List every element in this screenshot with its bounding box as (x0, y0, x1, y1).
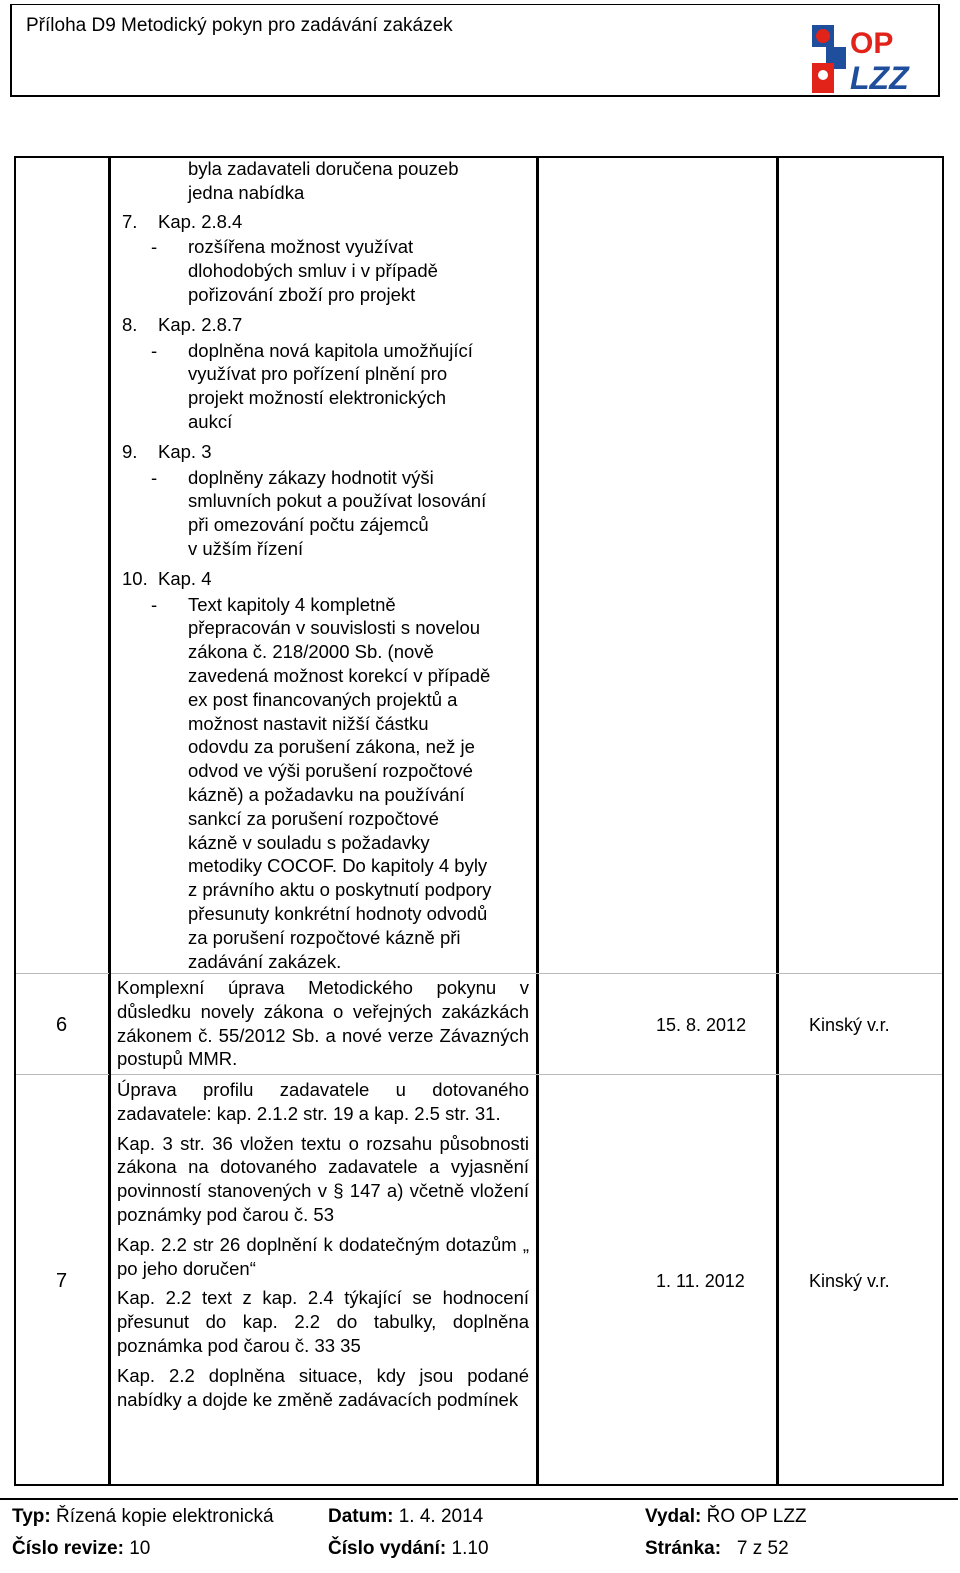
list-line: z právního aktu o poskytnutí podpory (188, 879, 492, 901)
footer-label: Vydal: (645, 1506, 702, 1527)
list-item-reference: Kap. 2.8.4 (158, 210, 243, 232)
row-divider (16, 973, 109, 974)
list-line: pořizování zboží pro projekt (188, 284, 416, 305)
change-paragraph: Kap. 3 str. 36 vložen textu o rozsahu působnosti zákona na dotovaného zadavatele a vyjasnění povinností stanovených v § 147 a) včetně vložení poznámky pod čarou č. 53 (117, 1132, 529, 1225)
list-line: metodiky COCOF. Do kapitoly 4 byly (188, 855, 488, 877)
list-line: zadávání zakázek. (188, 950, 342, 972)
column-divider (776, 158, 779, 1484)
page-header (10, 4, 940, 97)
row-divider (16, 1074, 109, 1075)
list-line: dlohodobých smluv i v případě (188, 260, 438, 282)
footer-revision (12, 1538, 150, 1560)
list-line: využívat pro pořízení plnění pro (188, 363, 448, 385)
change-date: 15. 8. 2012 (656, 1015, 747, 1035)
list-line: možnost nastavit nižší částku (188, 712, 429, 734)
list-line: v užším řízení (188, 538, 304, 559)
svg-text:LZZ: LZZ (850, 60, 909, 95)
footer-date (328, 1506, 483, 1528)
list-item-reference: Kap. 3 (158, 440, 212, 462)
footer-value: 7 z 52 (736, 1538, 789, 1559)
change-author: Kinský v.r. (809, 1271, 890, 1291)
change-paragraph: Kap. 2.2 doplněna situace, kdy jsou podané nabídky a dojde ke změně zadávacích podmínek (117, 1364, 529, 1410)
row-number: 7 (56, 1270, 68, 1292)
document-title: Příloha D9 Metodický pokyn pro zadávání zakázek (26, 15, 453, 36)
footer-value: 10 (129, 1538, 151, 1559)
column-divider (108, 158, 111, 1484)
list-line: přepracován v souvislosti s novelou (188, 617, 481, 639)
list-line: přesunuty konkrétní hodnoty odvodů (188, 903, 488, 924)
list-line: kázně v souladu s požadavky (188, 831, 430, 853)
list-line: kázně) a požadavku na používání (188, 784, 465, 805)
list-dash: - (151, 236, 158, 258)
list-line: za porušení rozpočtové kázně při (188, 926, 461, 948)
footer-label: Datum: (328, 1506, 394, 1527)
list-line: aukcí (188, 411, 233, 432)
list-dash: - (151, 466, 158, 488)
row-divider (111, 1074, 942, 1075)
row-divider (111, 973, 942, 974)
list-line: doplněna nová kapitola umožňující (188, 339, 473, 361)
footer-type (12, 1506, 274, 1528)
list-item-number: 9. (122, 440, 138, 462)
list-item-number: 10. (122, 567, 148, 589)
page-footer (0, 1498, 958, 1573)
list-line: jedna nabídka (188, 181, 305, 203)
list-dash: - (151, 339, 158, 361)
list-dash: - (151, 593, 158, 615)
footer-issuer (645, 1506, 807, 1528)
footer-value: ŘO OP LZZ (706, 1506, 807, 1527)
op-lzz-logo (810, 23, 914, 95)
list-item-reference: Kap. 2.8.7 (158, 313, 243, 335)
row-number: 6 (56, 1014, 68, 1036)
list-line: při omezování počtu zájemců (188, 514, 429, 536)
list-line: ex post financovaných projektů a (188, 688, 458, 710)
column-divider (536, 158, 539, 1484)
list-item-reference: Kap. 4 (158, 567, 212, 589)
revision-table (14, 156, 944, 1486)
footer-value: 1. 4. 2014 (398, 1506, 484, 1527)
list-line: projekt možností elektronických (188, 387, 447, 409)
footer-label: Číslo revize: (12, 1538, 124, 1559)
footer-label: Stránka: (645, 1538, 722, 1559)
footer-page (645, 1538, 789, 1560)
list-line: zákona č. 218/2000 Sb. (nově (188, 641, 434, 663)
footer-label: Typ: (12, 1506, 51, 1527)
list-line: doplněny zákazy hodnotit výši (188, 466, 434, 488)
change-paragraph: Úprava profilu zadavatele u dotovaného zadavatele: kap. 2.1.2 str. 19 a kap. 2.5 str. 31. (117, 1079, 529, 1124)
change-paragraph: Kap. 2.2 text z kap. 2.4 týkající se hodnocení přesunut do kap. 2.2 do tabulky, doplněna poznámka pod čarou č. 33 35 (117, 1287, 529, 1356)
footer-value: Řízená kopie elektronická (55, 1506, 274, 1527)
change-date: 1. 11. 2012 (656, 1271, 745, 1291)
list-item-number: 7. (122, 210, 138, 232)
footer-value: 1.10 (451, 1538, 489, 1559)
list-line: odovdu za porušení zákona, než je (188, 736, 475, 758)
svg-text:OP: OP (850, 27, 894, 60)
list-line: Text kapitoly 4 kompletně (188, 593, 396, 615)
list-line: smluvních pokut a používat losování (188, 490, 487, 512)
list-line: sankcí za porušení rozpočtové (188, 807, 439, 829)
header-rule (12, 95, 938, 97)
list-line: rozšířena možnost využívat (188, 236, 414, 258)
list-item-number: 8. (122, 313, 138, 335)
change-author: Kinský v.r. (809, 1015, 890, 1035)
footer-label: Číslo vydání: (328, 1538, 447, 1559)
footer-edition (328, 1538, 489, 1560)
change-description (117, 1078, 529, 1417)
list-line: byla zadavateli doručena pouzeb (188, 158, 459, 179)
list-line: odvod ve výši porušení rozpočtové (188, 760, 473, 782)
list-line: zavedená možnost korekcí v případě (188, 665, 491, 686)
change-description: Komplexní úprava Metodického pokynu v důsledku novely zákona o veřejných zakázkách zákonem č. 55/2012 Sb. a nové verze Závazných postupů MMR. (117, 977, 529, 1070)
change-paragraph: Kap. 2.2 str 26 doplnění k dodatečným dotazům „ po jeho doručen“ (117, 1233, 529, 1279)
